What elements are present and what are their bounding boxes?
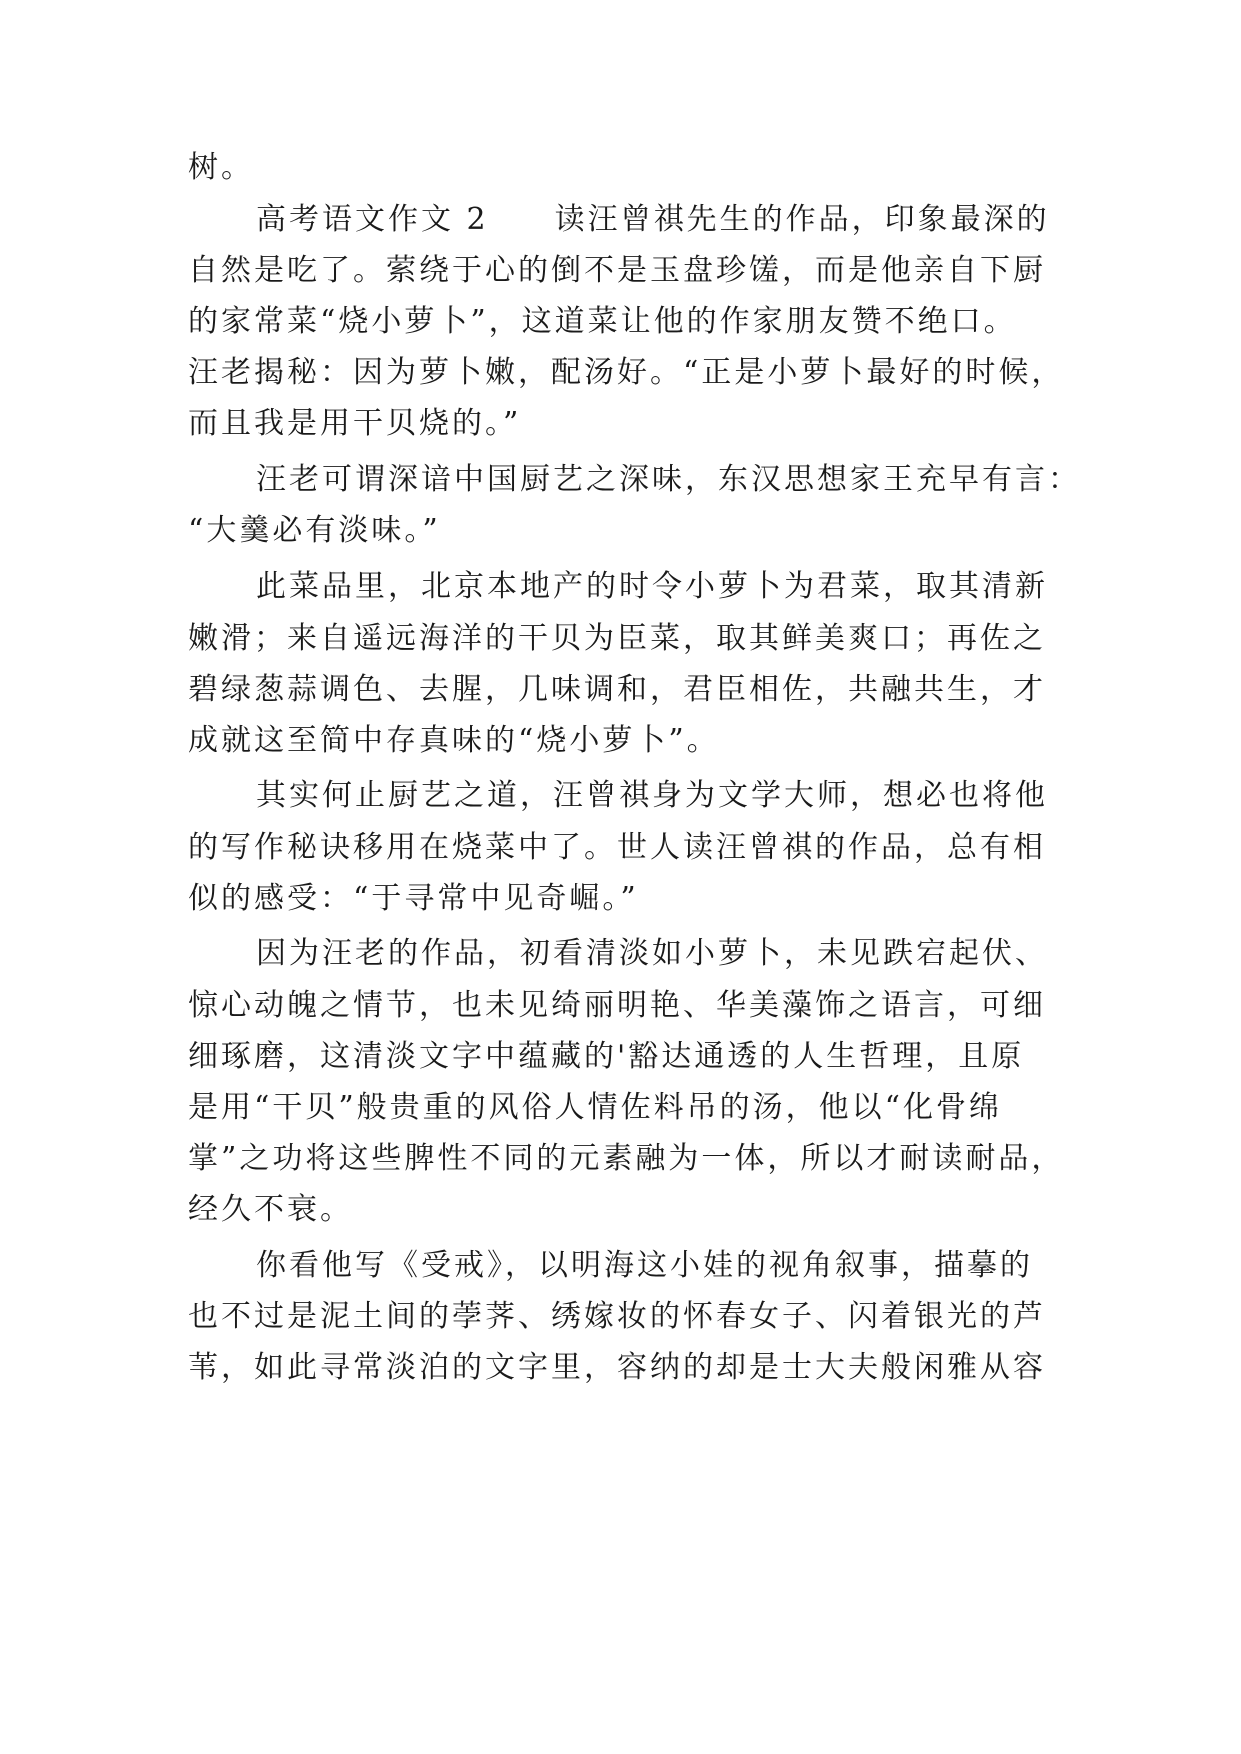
text-line: “大羹必有淡味。” bbox=[188, 513, 441, 548]
text-line: 惊心动魄之情节，也未见绮丽明艳、华美藻饰之语言，可细 bbox=[188, 988, 1046, 1023]
text-line: 的写作秘诀移用在烧菜中了。世人读汪曾祺的作品，总有相 bbox=[188, 830, 1046, 865]
text-line: 掌”之功将这些脾性不同的元素融为一体，所以才耐读耐品， bbox=[188, 1141, 1065, 1176]
essay-heading-line: 高考语文作文 2 读汪曾祺先生的作品，印象最深的 bbox=[256, 202, 1050, 237]
paragraph-first-line: 此菜品里，北京本地产的时令小萝卜为君菜，取其清新 bbox=[256, 569, 1048, 604]
text-line: 碧绿葱蒜调色、去腥，几味调和，君臣相佐，共融共生，才 bbox=[188, 672, 1046, 707]
text-line: 经久不衰。 bbox=[188, 1192, 353, 1227]
text-line: 而且我是用干贝烧的。” bbox=[188, 406, 522, 441]
text-line: 汪老揭秘：因为萝卜嫩，配汤好。“正是小萝卜最好的时候， bbox=[188, 355, 1065, 390]
text-line: 的家常菜“烧小萝卜”，这道菜让他的作家朋友赞不绝口。 bbox=[188, 304, 1017, 339]
text-line: 苇，如此寻常淡泊的文字里，容纳的却是士大夫般闲雅从容 bbox=[188, 1350, 1046, 1385]
text-line: 细琢磨，这清淡文字中蕴藏的'豁达通透的人生哲理，且原 bbox=[188, 1039, 1025, 1074]
paragraph-first-line: 你看他写《受戒》，以明海这小娃的视角叙事，描摹的 bbox=[256, 1248, 1033, 1283]
text-line: 也不过是泥土间的荸荠、绣嫁妆的怀春女子、闪着银光的芦 bbox=[188, 1299, 1046, 1334]
text-line: 似的感受：“于寻常中见奇崛。” bbox=[188, 881, 639, 916]
paragraph-first-line: 汪老可谓深谙中国厨艺之深味，东汉思想家王充早有言： bbox=[256, 462, 1081, 497]
paragraph-first-line: 因为汪老的作品，初看清淡如小萝卜，未见跌宕起伏、 bbox=[256, 936, 1048, 971]
text-line: 成就这至简中存真味的“烧小萝卜”。 bbox=[188, 723, 720, 758]
text-line: 是用“干贝”般贵重的风俗人情佐料吊的汤，他以“化骨绵 bbox=[188, 1090, 1003, 1125]
paragraph-first-line: 其实何止厨艺之道，汪曾祺身为文学大师，想必也将他 bbox=[256, 778, 1048, 813]
text-line: 自然是吃了。萦绕于心的倒不是玉盘珍馐，而是他亲自下厨 bbox=[188, 253, 1046, 288]
text-line: 树。 bbox=[188, 150, 254, 185]
text-line: 嫩滑；来自遥远海洋的干贝为臣菜，取其鲜美爽口；再佐之 bbox=[188, 621, 1046, 656]
